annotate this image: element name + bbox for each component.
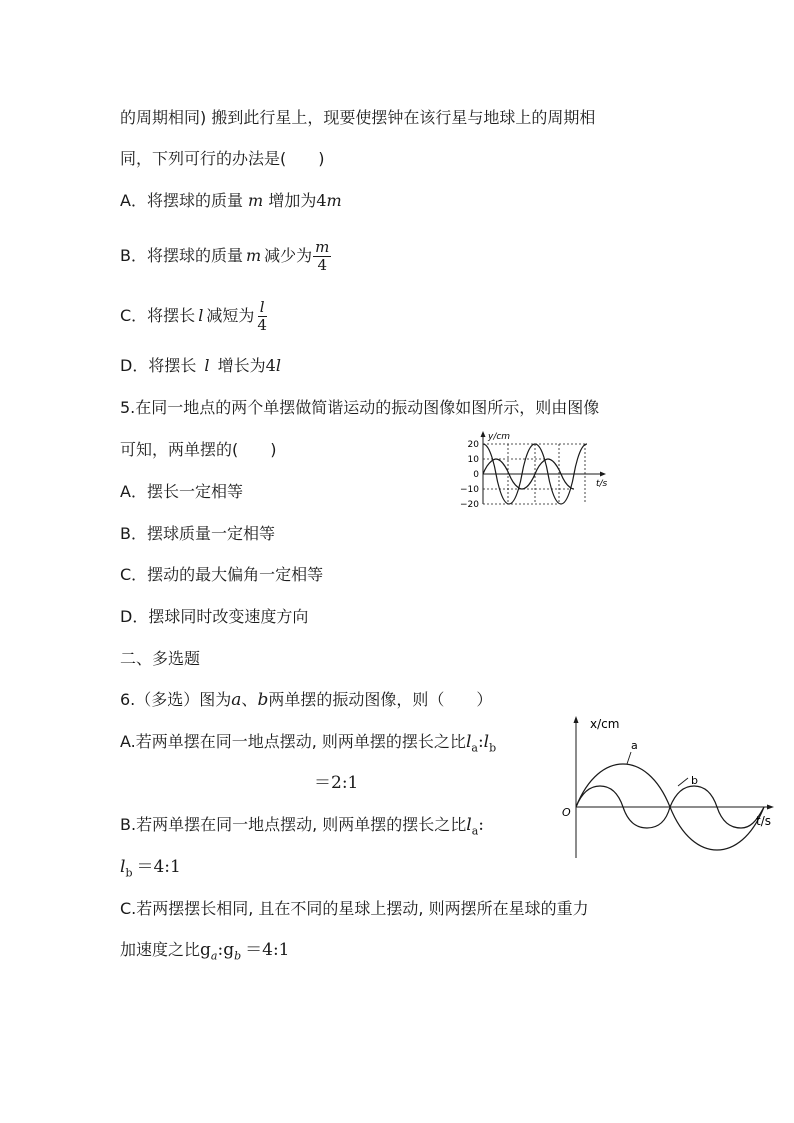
- fraction-l-over-4: $\frac{l}{4}$: [257, 297, 267, 334]
- q5-option-a[interactable]: A．摆长一定相等: [120, 482, 243, 501]
- section-title-multi-choice: 二、多选题: [120, 649, 201, 668]
- q5-option-d[interactable]: D．摆球同时改变速度方向: [120, 607, 309, 626]
- q5-ytick-neg20: −20: [460, 500, 479, 510]
- q5-y-axis-label: y/cm: [488, 432, 511, 442]
- q5-ytick-0: 0: [473, 470, 479, 480]
- q6-option-a-ratio: ＝2:1: [314, 773, 359, 793]
- q6-option-c-line2: 加速度之比$g_a:g_b$ ＝4:1: [120, 940, 290, 963]
- q4-option-d[interactable]: D．将摆长 l 增长为4l: [120, 356, 281, 375]
- q6-label-a: a: [631, 739, 638, 752]
- q5-stem-line1: 5.在同一地点的两个单摆做简谐运动的振动图像如图所示，则由图像: [120, 398, 600, 417]
- q4-option-b[interactable]: B．将摆球的质量 m 减少为 $\frac{m}{4}$: [120, 237, 330, 274]
- q5-ytick-neg10: −10: [460, 485, 479, 495]
- fraction-m-over-4: $\frac{m}{4}$: [315, 237, 330, 274]
- q5-x-axis-label: t/s: [596, 479, 608, 489]
- q6-option-b-ratio: $l_b$ ＝4:1: [120, 857, 181, 880]
- q6-option-c[interactable]: C.若两摆摆长相同, 且在不同的星球上摆动, 则两摆所在星球的重力: [120, 899, 589, 918]
- q4-option-c[interactable]: C．将摆长 l 减短为 $\frac{l}{4}$: [120, 297, 267, 334]
- q5-ytick-10: 10: [467, 455, 479, 465]
- q5-stem-line2: 可知，两单摆的( ): [120, 440, 277, 459]
- q5-oscillation-graph: [455, 428, 620, 510]
- q6-stem: 6.（多选）图为a、b两单摆的振动图像，则（ ）: [120, 690, 493, 710]
- q4-stem-line2: 同，下列可行的办法是( ): [120, 149, 325, 168]
- q6-label-b: b: [691, 774, 698, 787]
- q6-x-axis-vertical-label: x/cm: [590, 717, 620, 731]
- q6-oscillation-graph: [558, 712, 780, 862]
- q6-option-a[interactable]: A.若两单摆在同一地点摆动, 则两单摆的摆长之比$l_a:l_b$: [120, 732, 497, 755]
- q6-t-axis-label: t/s: [756, 814, 771, 828]
- q6-option-b[interactable]: B.若两单摆在同一地点摆动, 则两单摆的摆长之比$l_a$:: [120, 815, 484, 838]
- q5-ytick-20: 20: [467, 440, 479, 450]
- q5-option-c[interactable]: C．摆动的最大偏角一定相等: [120, 565, 324, 584]
- q6-origin-label: O: [562, 806, 571, 819]
- q5-option-b[interactable]: B．摆球质量一定相等: [120, 524, 275, 543]
- q4-option-a[interactable]: A．将摆球的质量 m 增加为4m: [120, 191, 342, 210]
- q4-stem-line1: 的周期相同) 搬到此行星上，现要使摆钟在该行星与地球上的周期相: [120, 108, 596, 127]
